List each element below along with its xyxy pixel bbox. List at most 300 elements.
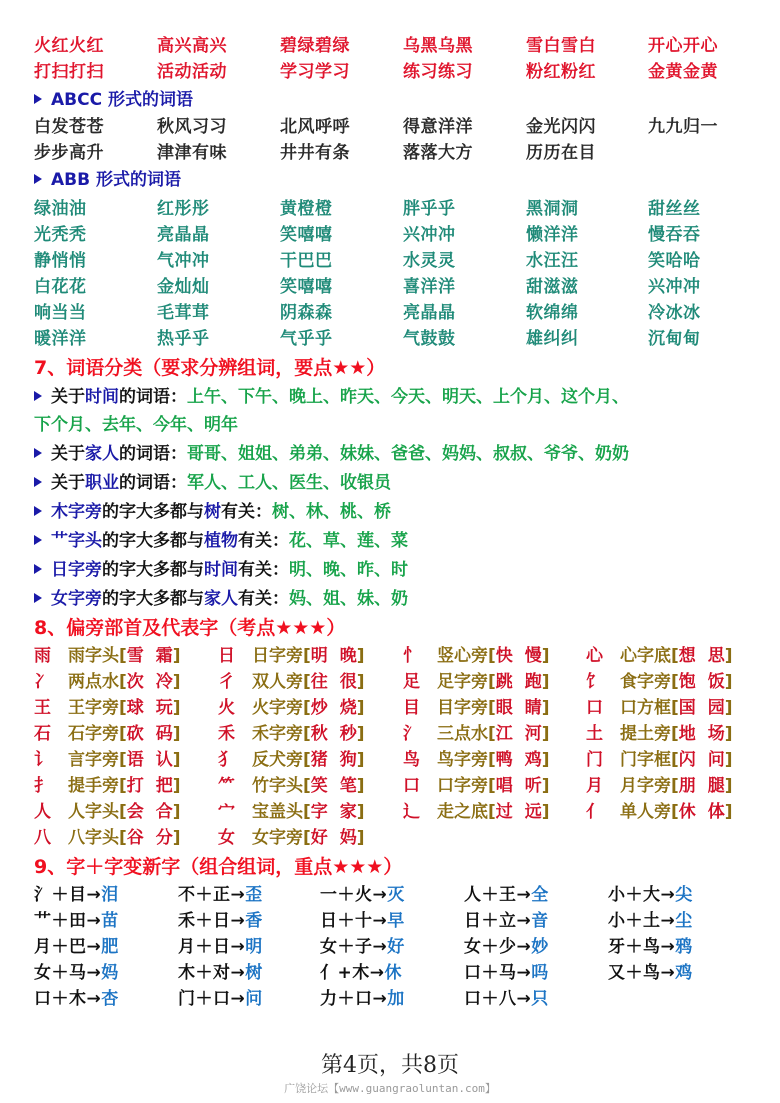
example-char: 好: [310, 828, 328, 848]
radical-name: 两点水[: [68, 672, 127, 692]
radical-glyph: 亻: [586, 802, 603, 822]
word: 红彤彤: [157, 199, 210, 219]
radical-entry: [34, 773, 181, 799]
char-combination: [320, 986, 405, 1012]
radical: 女字旁: [51, 589, 102, 609]
topic: 植物: [204, 531, 238, 551]
example-char: 园: [707, 698, 725, 718]
text: 有关：: [238, 589, 289, 609]
example-char: 腿: [707, 776, 725, 796]
radical-entry: [403, 695, 550, 721]
word: 软绵绵: [526, 303, 579, 323]
example-char: 河: [524, 724, 542, 744]
word: 活动活动: [157, 62, 227, 82]
radical-name: 反犬旁[: [252, 750, 311, 770]
radical-name: 人字头[: [68, 802, 127, 822]
radical-glyph: 雨: [34, 646, 51, 666]
triangle-bullet-icon: [34, 448, 42, 458]
example-char: 炒: [310, 698, 328, 718]
word: 毛茸茸: [157, 303, 210, 323]
radical-entry: [34, 669, 181, 695]
example-char: 字: [310, 802, 328, 822]
word: 静悄悄: [34, 251, 87, 271]
word-list: 明、晚、昨、时: [289, 560, 408, 580]
combination-result: 鸦: [675, 937, 693, 957]
example-char: 霜: [155, 646, 173, 666]
section-8-heading: 8、偏旁部首及代表字（考点★★★）: [34, 617, 346, 639]
radical-name: 王字旁[: [68, 698, 127, 718]
char-combination: [608, 908, 693, 934]
radical-name: 宝盖头[: [252, 802, 311, 822]
radical-name: 月字旁[: [620, 776, 679, 796]
suffix: 的词语：: [119, 444, 187, 464]
radical-name: 火字旁[: [252, 698, 311, 718]
word: 甜丝丝: [648, 199, 701, 219]
radical-line-sun: [34, 556, 408, 584]
abb-row: [0, 326, 780, 352]
combination-result: 歪: [245, 885, 263, 905]
word: 兴冲冲: [648, 277, 701, 297]
bracket: ]: [356, 672, 365, 692]
example-char: 谷: [126, 828, 144, 848]
example-char: 问: [707, 750, 725, 770]
radical-glyph: 忄: [403, 646, 420, 666]
radical-name: 日字旁[: [252, 646, 311, 666]
combination-expression: 月＋日→: [178, 937, 246, 957]
radical-glyph: 扌: [34, 776, 51, 796]
word: 粉红粉红: [526, 62, 596, 82]
radical-glyph: 土: [586, 724, 603, 744]
triangle-bullet-icon: [34, 94, 42, 104]
char-combination: [178, 960, 263, 986]
bracket: ]: [724, 750, 733, 770]
radical-glyph: 氵: [403, 724, 420, 744]
bracket: ]: [172, 776, 181, 796]
radical-line-grass: [34, 527, 408, 555]
example-char: 朋: [678, 776, 696, 796]
text: 的字大多都与: [102, 560, 204, 580]
example-char: 休: [678, 802, 696, 822]
bracket: ]: [172, 802, 181, 822]
radical-name: 女字旁[: [252, 828, 311, 848]
word: 懒洋洋: [526, 225, 579, 245]
example-char: 想: [678, 646, 696, 666]
radical-glyph: 火: [218, 698, 235, 718]
char-combination: [178, 934, 263, 960]
word-list: 军人、工人、医生、收银员: [187, 473, 391, 493]
bracket: ]: [356, 724, 365, 744]
example-char: 秋: [310, 724, 328, 744]
radical-glyph: 月: [586, 776, 603, 796]
combination-result: 全: [531, 885, 549, 905]
word-list: 哥哥、姐姐、弟弟、妹妹、爸爸、妈妈、叔叔、爷爷、奶奶: [187, 444, 629, 464]
text: 的字大多都与: [102, 531, 204, 551]
combination-expression: 氵＋目→: [34, 885, 102, 905]
triangle-bullet-icon: [34, 174, 42, 184]
char-combination: [34, 960, 119, 986]
radical: 艹字头: [51, 531, 102, 551]
word: 气鼓鼓: [403, 329, 456, 349]
combination-expression: 女＋子→: [320, 937, 388, 957]
word: 绿油油: [34, 199, 87, 219]
combination-result: 尖: [675, 885, 693, 905]
word: 黑洞洞: [526, 199, 579, 219]
text: 有关：: [238, 531, 289, 551]
word: 水灵灵: [403, 251, 456, 271]
example-char: 思: [707, 646, 725, 666]
combination-result: 早: [387, 911, 405, 931]
category-line-family: [34, 440, 629, 468]
abcc-row: [0, 114, 780, 140]
combination-result: 好: [387, 937, 405, 957]
combination-result: 明: [245, 937, 263, 957]
combination-expression: 小＋大→: [608, 885, 676, 905]
example-char: 过: [495, 802, 513, 822]
radical-glyph: 石: [34, 724, 51, 744]
bracket: ]: [172, 750, 181, 770]
char-combination: [178, 908, 263, 934]
bracket: ]: [172, 698, 181, 718]
example-char: 往: [310, 672, 328, 692]
radical-name: 雨字头[: [68, 646, 127, 666]
example-char: 秒: [339, 724, 357, 744]
example-char: 慢: [524, 646, 542, 666]
abb-subheading: [34, 167, 181, 193]
word: 冷冰冰: [648, 303, 701, 323]
example-char: 分: [155, 828, 173, 848]
keyword: 时间: [85, 387, 119, 407]
example-char: 会: [126, 802, 144, 822]
radical-glyph: 禾: [218, 724, 235, 744]
radical-glyph: 足: [403, 672, 420, 692]
abb-title: ABB 形式的词语: [51, 170, 181, 190]
example-char: 球: [126, 698, 144, 718]
word: 金灿灿: [157, 277, 210, 297]
category-line-job: [34, 469, 391, 497]
radical-entry: [403, 669, 550, 695]
radical-name: 鸟字旁[: [437, 750, 496, 770]
example-char: 饭: [707, 672, 725, 692]
word: 得意洋洋: [403, 117, 473, 137]
combination-result: 妙: [531, 937, 549, 957]
combination-expression: 木＋对→: [178, 963, 246, 983]
example-char: 鸡: [524, 750, 542, 770]
word: 雪白雪白: [526, 36, 596, 56]
example-char: 把: [155, 776, 173, 796]
char-combination: [464, 986, 549, 1012]
char-combination: [320, 960, 402, 986]
example-char: 码: [155, 724, 173, 744]
abcc-row: [0, 140, 780, 166]
text: 有关：: [221, 502, 272, 522]
combination-expression: 女＋少→: [464, 937, 532, 957]
bracket: ]: [356, 802, 365, 822]
radical-line-wood: [34, 498, 391, 526]
example-char: 砍: [126, 724, 144, 744]
radical-glyph: 辶: [403, 802, 420, 822]
combination-result: 音: [531, 911, 549, 931]
bracket: ]: [172, 828, 181, 848]
prefix: 关于: [51, 473, 85, 493]
abb-row: [0, 222, 780, 248]
word: 乌黑乌黑: [403, 36, 473, 56]
combination-expression: 力＋口→: [320, 989, 388, 1009]
abb-row: [0, 196, 780, 222]
combination-expression: 禾＋日→: [178, 911, 246, 931]
example-char: 饱: [678, 672, 696, 692]
word: 学习学习: [280, 62, 350, 82]
combination-expression: 不＋正→: [178, 885, 246, 905]
combination-result: 尘: [675, 911, 693, 931]
radical-name: 言字旁[: [68, 750, 127, 770]
combination-expression: 又＋鸟→: [608, 963, 676, 983]
bracket: ]: [541, 724, 550, 744]
example-char: 远: [524, 802, 542, 822]
page-number: 第4页，共8页: [321, 1053, 459, 1078]
radical-entry: [34, 747, 181, 773]
word: 金黄金黄: [648, 62, 718, 82]
radical-glyph: 冫: [34, 672, 51, 692]
bracket: ]: [541, 802, 550, 822]
bracket: ]: [356, 750, 365, 770]
example-char: 晚: [339, 646, 357, 666]
radical-entry: [218, 747, 365, 773]
combination-expression: 口＋马→: [464, 963, 532, 983]
example-char: 眼: [495, 698, 513, 718]
radical-name: 心字底[: [620, 646, 679, 666]
combination-expression: 亻+木→: [320, 963, 385, 983]
radical-entry: [218, 825, 365, 851]
char-combination: [464, 882, 549, 908]
example-char: 地: [678, 724, 696, 744]
radical-glyph: 日: [218, 646, 235, 666]
radical-glyph: 女: [218, 828, 235, 848]
radical-entry: [34, 799, 181, 825]
topic: 树: [204, 502, 221, 522]
word: 干巴巴: [280, 251, 333, 271]
radical-entry: [586, 799, 733, 825]
word-list: 花、草、莲、菜: [289, 531, 408, 551]
bracket: ]: [356, 776, 365, 796]
radical-name: 走之底[: [437, 802, 496, 822]
word: 阴森森: [280, 303, 333, 323]
char-combination: [608, 960, 693, 986]
word: 兴冲冲: [403, 225, 456, 245]
combination-expression: 日＋十→: [320, 911, 388, 931]
combination-result: 鸡: [675, 963, 693, 983]
word: 黄橙橙: [280, 199, 333, 219]
example-char: 睛: [524, 698, 542, 718]
radical: 木字旁: [51, 502, 102, 522]
radical-entry: [586, 747, 733, 773]
word: 笑嘻嘻: [280, 277, 333, 297]
example-char: 笔: [339, 776, 357, 796]
example-char: 笑: [310, 776, 328, 796]
radical-entry: [586, 773, 733, 799]
word: 北风呼呼: [280, 117, 350, 137]
combination-expression: 门＋口→: [178, 989, 246, 1009]
suffix: 的词语：: [119, 473, 187, 493]
radical-glyph: 八: [34, 828, 51, 848]
radical-name: 食字旁[: [620, 672, 679, 692]
triangle-bullet-icon: [34, 535, 42, 545]
radical-entry: [34, 721, 181, 747]
example-char: 快: [495, 646, 513, 666]
example-char: 烧: [339, 698, 357, 718]
radical-entry: [34, 695, 181, 721]
example-char: 次: [126, 672, 144, 692]
char-combination: [178, 882, 263, 908]
triangle-bullet-icon: [34, 506, 42, 516]
radical-entry: [586, 643, 733, 669]
bracket: ]: [356, 698, 365, 718]
word-list: 下个月、去年、今年、明年: [34, 415, 238, 435]
bracket: ]: [172, 672, 181, 692]
word: 亮晶晶: [157, 225, 210, 245]
bracket: ]: [541, 750, 550, 770]
example-char: 鸭: [495, 750, 513, 770]
word-list: 上午、下午、晚上、昨天、今天、明天、上个月、这个月、: [187, 387, 629, 407]
word: 步步高升: [34, 143, 104, 163]
triangle-bullet-icon: [34, 477, 42, 487]
bracket: ]: [724, 698, 733, 718]
example-char: 国: [678, 698, 696, 718]
combination-expression: 小＋土→: [608, 911, 676, 931]
combination-result: 杏: [101, 989, 119, 1009]
prefix: 关于: [51, 444, 85, 464]
example-char: 很: [339, 672, 357, 692]
char-combination: [320, 882, 405, 908]
radical-name: 目字旁[: [437, 698, 496, 718]
char-combination: [34, 908, 119, 934]
combination-expression: 日＋立→: [464, 911, 532, 931]
abcc-title: ABCC 形式的词语: [51, 90, 193, 110]
radical-name: 口方框[: [620, 698, 679, 718]
word: 甜滋滋: [526, 277, 579, 297]
abb-row: [0, 300, 780, 326]
bracket: ]: [356, 828, 365, 848]
combination-expression: 艹＋田→: [34, 911, 102, 931]
word: 火红火红: [34, 36, 104, 56]
combination-result: 加: [387, 989, 405, 1009]
bracket: ]: [541, 646, 550, 666]
text: 的字大多都与: [102, 589, 204, 609]
radical-entry: [218, 773, 365, 799]
abcc-subheading: [34, 87, 193, 113]
radical-entry: [586, 721, 733, 747]
example-char: 玩: [155, 698, 173, 718]
radical-name: 单人旁[: [620, 802, 679, 822]
combination-expression: 人＋王→: [464, 885, 532, 905]
bracket: ]: [172, 646, 181, 666]
bracket: ]: [724, 646, 733, 666]
radical-glyph: 饣: [586, 672, 603, 692]
example-char: 明: [310, 646, 328, 666]
example-char: 唱: [495, 776, 513, 796]
word: 喜洋洋: [403, 277, 456, 297]
radical-name: 竖心旁[: [437, 646, 496, 666]
word-list: 树、林、桃、桥: [272, 502, 391, 522]
radical-entry: [403, 643, 550, 669]
radical-entry: [586, 695, 733, 721]
bracket: ]: [541, 698, 550, 718]
radical-entry: [34, 825, 181, 851]
radical-name: 提手旁[: [68, 776, 127, 796]
word: 开心开心: [648, 36, 718, 56]
radical-name: 提土旁[: [620, 724, 679, 744]
char-combination: [34, 934, 119, 960]
word: 沉甸甸: [648, 329, 701, 349]
word: 白发苍苍: [34, 117, 104, 137]
radical-entry: [218, 721, 365, 747]
combination-result: 树: [245, 963, 263, 983]
word: 响当当: [34, 303, 87, 323]
example-char: 语: [126, 750, 144, 770]
example-char: 雪: [126, 646, 144, 666]
radical-glyph: 口: [586, 698, 603, 718]
radical-entry: [403, 721, 550, 747]
radical-entry: [218, 669, 365, 695]
word: 雄纠纠: [526, 329, 579, 349]
radical-glyph: 目: [403, 698, 420, 718]
radical-name: 足字旁[: [437, 672, 496, 692]
example-char: 跳: [495, 672, 513, 692]
abb-row: [0, 248, 780, 274]
bracket: ]: [724, 802, 733, 822]
combination-result: 吗: [531, 963, 549, 983]
example-char: 冷: [155, 672, 173, 692]
text: 有关：: [238, 560, 289, 580]
word: 九九归一: [648, 117, 718, 137]
word: 秋风习习: [157, 117, 227, 137]
word: 气冲冲: [157, 251, 210, 271]
bracket: ]: [541, 776, 550, 796]
bracket: ]: [724, 776, 733, 796]
word: 金光闪闪: [526, 117, 596, 137]
combination-result: 问: [245, 989, 263, 1009]
char-combination: [608, 882, 693, 908]
char-combination: [34, 986, 119, 1012]
char-combination: [34, 882, 119, 908]
section-7-heading: 7、词语分类（要求分辨组词，要点★★）: [34, 357, 386, 379]
combination-expression: 一＋火→: [320, 885, 388, 905]
suffix: 的词语：: [119, 387, 187, 407]
example-char: 妈: [339, 828, 357, 848]
radical-entry: [218, 695, 365, 721]
radical: 日字旁: [51, 560, 102, 580]
radical-entry: [218, 643, 365, 669]
prefix: 关于: [51, 387, 85, 407]
word: 白花花: [34, 277, 87, 297]
combination-result: 苗: [101, 911, 119, 931]
radical-name: 口字旁[: [437, 776, 496, 796]
word: 水汪汪: [526, 251, 579, 271]
char-combination: [320, 908, 405, 934]
word: 笑嘻嘻: [280, 225, 333, 245]
example-char: 家: [339, 802, 357, 822]
example-char: 跑: [524, 672, 542, 692]
combination-result: 香: [245, 911, 263, 931]
combination-result: 只: [531, 989, 549, 1009]
radical-name: 双人旁[: [252, 672, 311, 692]
char-combination: [320, 934, 405, 960]
radical-glyph: ⺮: [218, 776, 235, 796]
char-combination: [464, 908, 549, 934]
radical-entry: [586, 669, 733, 695]
text: 的字大多都与: [102, 502, 204, 522]
radical-name: 门字框[: [620, 750, 679, 770]
word: 热乎乎: [157, 329, 210, 349]
